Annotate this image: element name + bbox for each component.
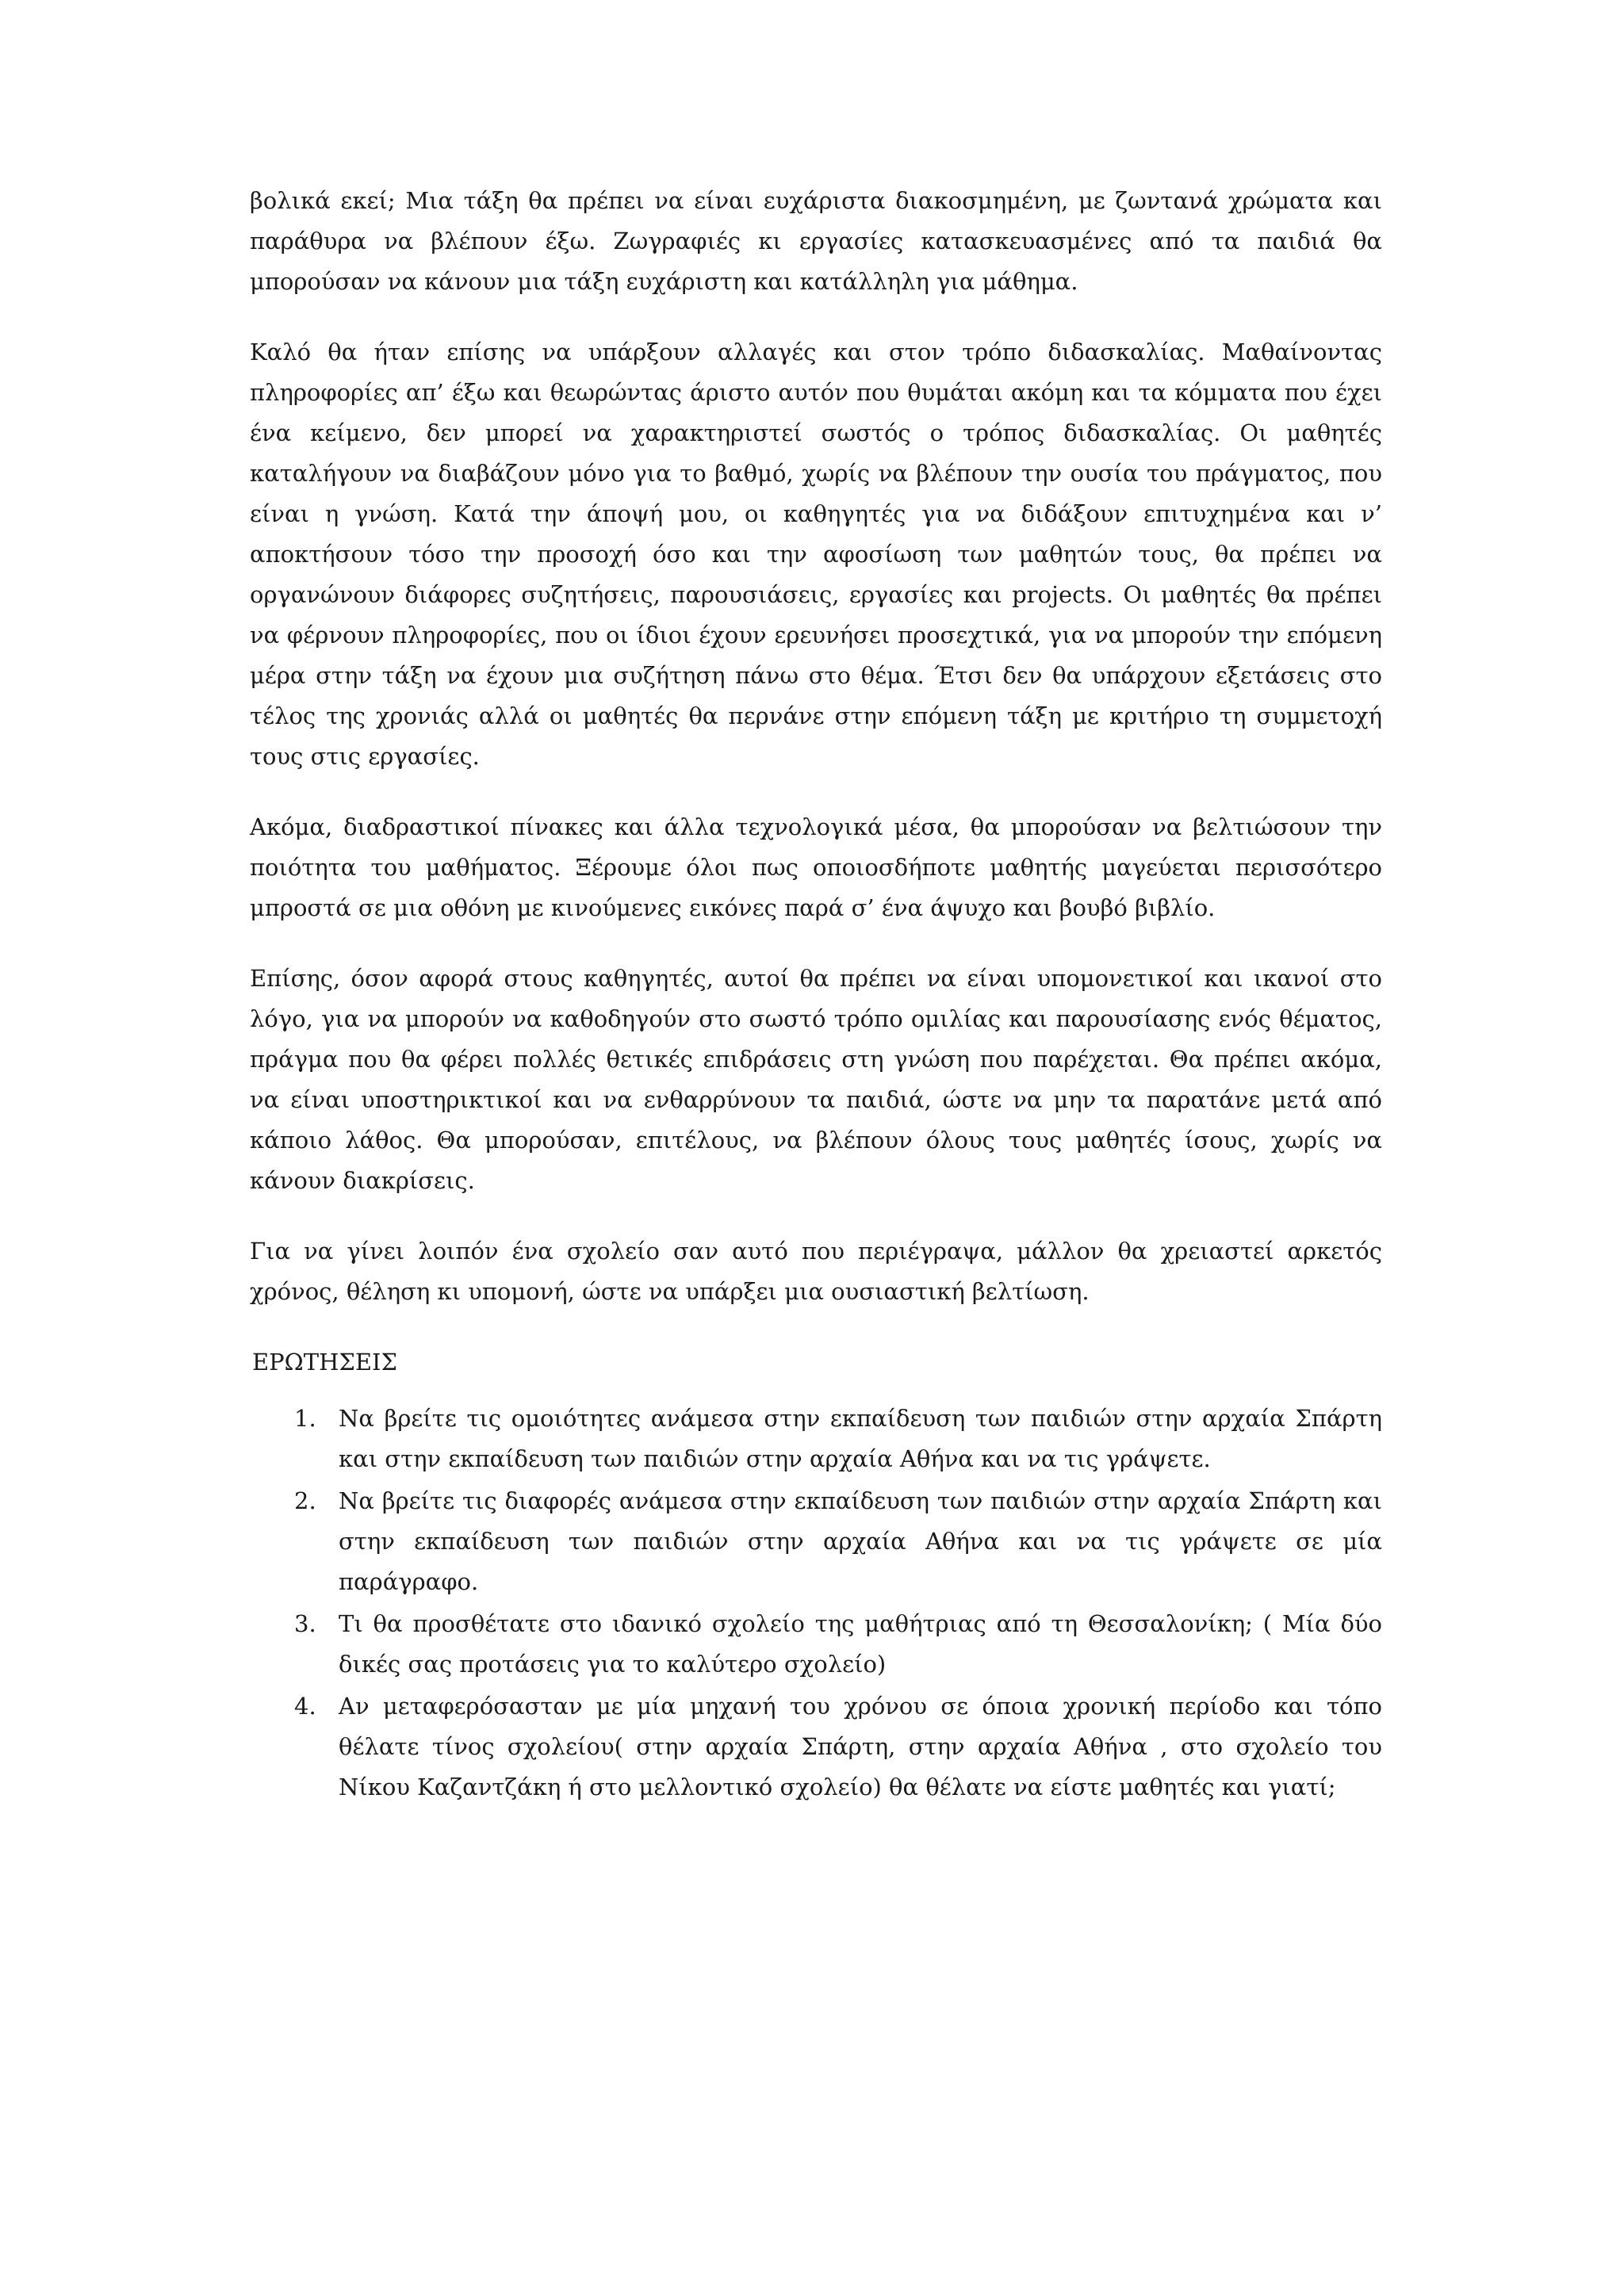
questions-heading: ΕΡΩΤΗΣΕΙΣ: [252, 1349, 397, 1376]
question-item: [294, 1399, 1382, 1479]
paragraph: Επίσης, όσον αφορά στους καθηγητές, αυτοί θα πρέπει να είναι υπομονετικοί και ικανοί στο λόγο, για να μπορούν να καθοδηγούν στο σωστό τρόπο ομιλίας και παρουσίασης ενός θέματος, πράγμα που θα φέρει πολλές θετικές επιδράσεις στη γνώση που παρέχεται. Θα πρέπει ακόμα, να είναι υποστηρικτικοί και να ενθαρρύνουν τα παιδιά, ώστε να μην τα παρατάνε μετά από κάποιο λάθος. Θα μπορούσαν, επιτέλους, να βλέπουν όλους τους μαθητές ίσους, χωρίς να κάνουν διακρίσεις.: [250, 965, 1382, 1194]
paragraph: Ακόμα, διαδραστικοί πίνακες και άλλα τεχνολογικά μέσα, θα μπορούσαν να βελτιώσουν την ποιότητα του μαθήματος. Ξέρουμε όλοι πως οποιοσδήποτε μαθητής μαγεύεται περισσότερο μπροστά σε μια οθόνη με κινούμενες εικόνες παρά σ’ ένα άψυχο και βουβό βιβλίο.: [250, 813, 1382, 921]
question-text: Τι θα προσθέτατε στο ιδανικό σχολείο της μαθήτριας από τη Θεσσαλονίκη; ( Μία δύο δικές σας προτάσεις για το καλύτερο σχολείο): [339, 1610, 1382, 1678]
paragraph: βολικά εκεί; Μια τάξη θα πρέπει να είναι ευχάριστα διακοσμημένη, με ζωντανά χρώματα και παράθυρα να βλέπουν έξω. Ζωγραφιές κι εργασίες κατασκευασμένες από τα παιδιά θα μπορούσαν να κάνουν μια τάξη ευχάριστη και κατάλληλη για μάθημα.: [250, 187, 1382, 295]
question-number: 2.: [294, 1487, 316, 1514]
paragraph: Καλό θα ήταν επίσης να υπάρξουν αλλαγές και στον τρόπο διδασκαλίας. Μαθαίνοντας πληροφορίες απ’ έξω και θεωρώντας άριστο αυτόν που θυμάται ακόμη και τα κόμματα που έχει ένα κείμενο, δεν μπορεί να χαρακτηριστεί σωστός ο τρόπος διδασκαλίας. Οι μαθητές καταλήγουν να διαβάζουν μόνο για το βαθμό, χωρίς να βλέπουν την ουσία του πράγματος, που είναι η γνώση. Κατά την άποψή μου, οι καθηγητές για να διδάξουν επιτυχημένα και ν’ αποκτήσουν τόσο την προσοχή όσο και την αφοσίωση των μαθητών τους, θα πρέπει να οργανώνουν διάφορες συζητήσεις, παρουσιάσεις, εργασίες και projects. Οι μαθητές θα πρέπει να φέρνουν πληροφορίες, που οι ίδιοι έχουν ερευνήσει προσεχτικά, για να μπορούν την επόμενη μέρα στην τάξη να έχουν μια συζήτηση πάνω στο θέμα. Έτσι δεν θα υπάρχουν εξετάσεις στο τέλος της χρονιάς αλλά οι μαθητές θα περνάνε στην επόμενη τάξη με κριτήριο τη συμμετοχή τους στις εργασίες.: [250, 339, 1382, 770]
question-item: [294, 1481, 1382, 1602]
question-item: [294, 1604, 1382, 1685]
question-text: Να βρείτε τις διαφορές ανάμεσα στην εκπαίδευση των παιδιών στην αρχαία Σπάρτη και στην εκπαίδευση των παιδιών στην αρχαία Αθήνα και να τις γράψετε σε μία παράγραφο.: [339, 1487, 1382, 1595]
question-number: 4.: [294, 1693, 316, 1720]
questions-list: [250, 1399, 1382, 1808]
question-text: Αν μεταφερόσασταν με μία μηχανή του χρόνου σε όποια χρονική περίοδο και τόπο θέλατε τίνος σχολείου( στην αρχαία Σπάρτη, στην αρχαία Αθήνα , στο σχολείο του Νίκου Καζαντζάκη ή στο μελλοντικό σχολείο) θα θέλατε να είστε μαθητές και γιατί;: [339, 1693, 1382, 1800]
question-item: [294, 1686, 1382, 1808]
paragraph: Για να γίνει λοιπόν ένα σχολείο σαν αυτό που περιέγραψα, μάλλον θα χρειαστεί αρκετός χρόνος, θέληση κι υπομονή, ώστε να υπάρξει μια ουσιαστική βελτίωση.: [250, 1238, 1382, 1305]
question-text: Να βρείτε τις ομοιότητες ανάμεσα στην εκπαίδευση των παιδιών στην αρχαία Σπάρτη και στην εκπαίδευση των παιδιών στην αρχαία Αθήνα και να τις γράψετε.: [339, 1405, 1382, 1472]
question-number: 3.: [294, 1610, 316, 1637]
document-page: [250, 181, 1382, 1809]
question-number: 1.: [294, 1405, 316, 1432]
